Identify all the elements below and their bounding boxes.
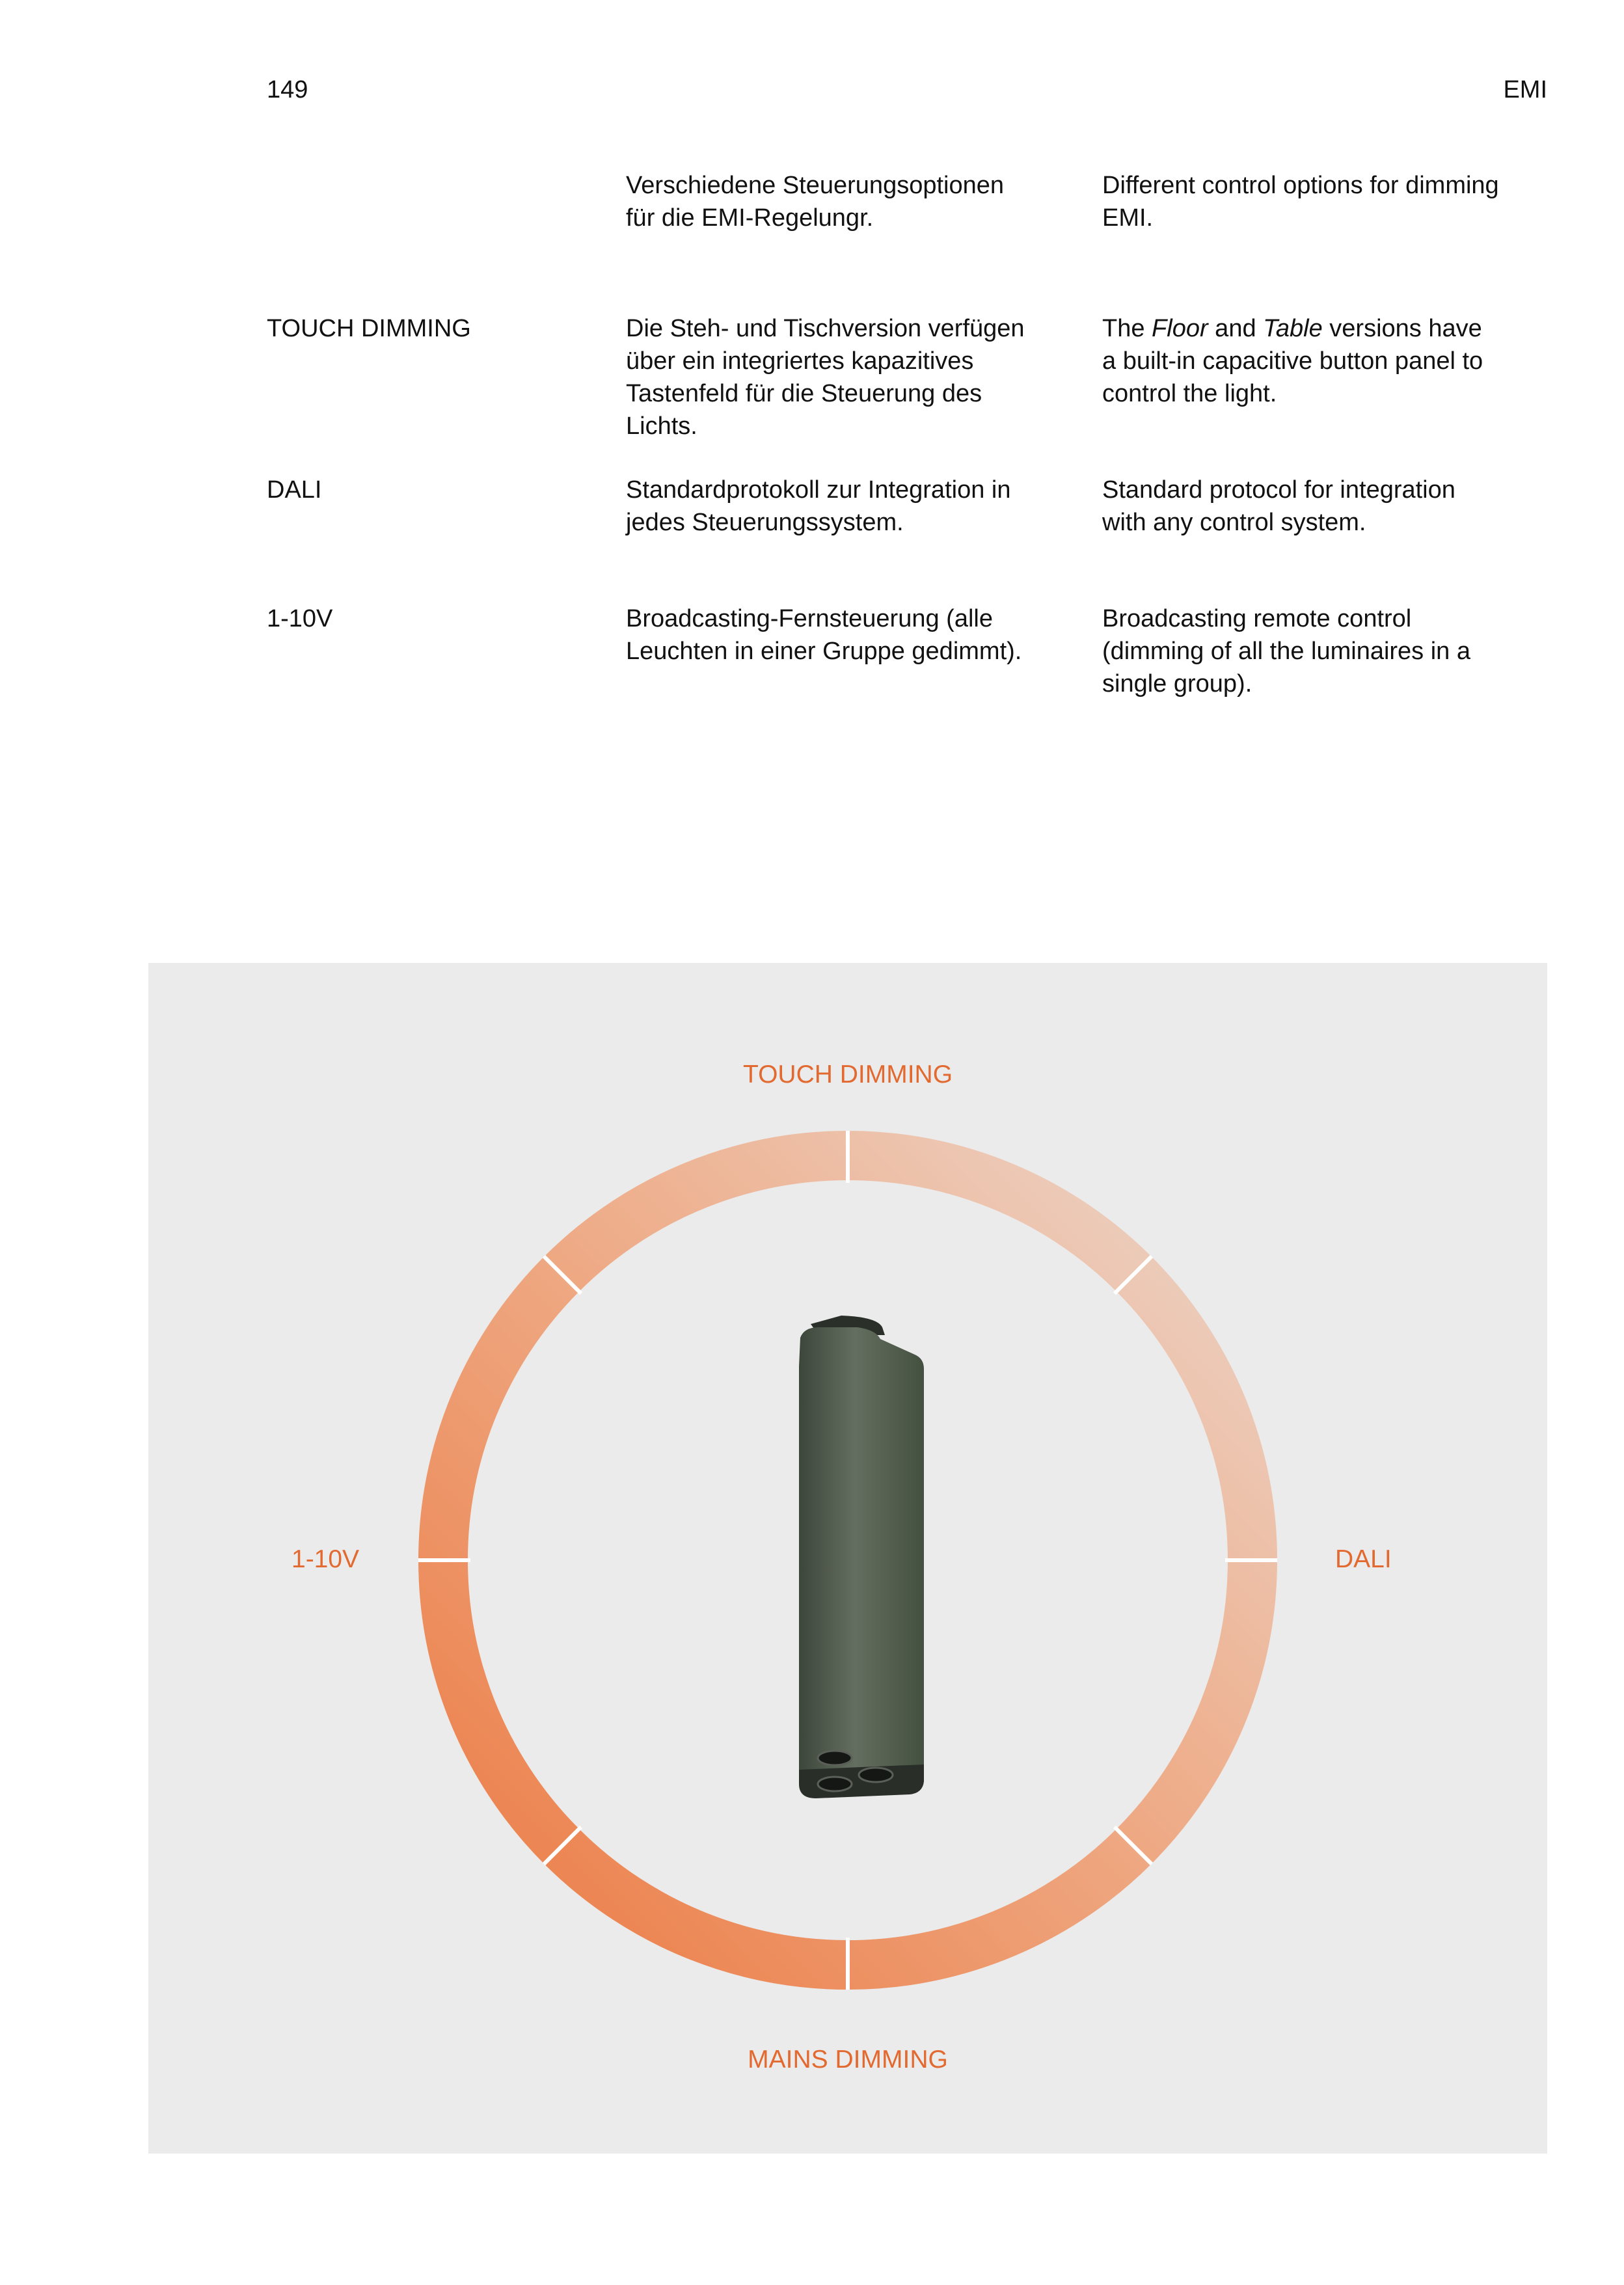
product-image <box>799 1316 924 1798</box>
control-options-diagram <box>148 963 1547 2154</box>
table-emphasis: Table <box>1263 315 1323 342</box>
intro-german: Verschiedene Steuerungsoptionen für die EMI-Regelungr. <box>626 172 1005 232</box>
intro-english: Different control options for dimming EMI. <box>1102 172 1499 232</box>
dali-english: Standard protocol for integration with any control system. <box>1102 476 1455 536</box>
touch-dimming-german: Die Steh- und Tischversion verfügen über ein integriertes kapazitives Tastenfeld für die Steuerung des Lichts. <box>626 315 1025 440</box>
mains-dimming-diagram-label: MAINS DIMMING <box>748 2046 948 2074</box>
one-ten-volt-label: 1-10V <box>267 605 333 632</box>
touch-dimming-diagram-label: TOUCH DIMMING <box>742 1061 953 1088</box>
one-ten-volt-german: Broadcasting-Fernsteuerung (alle Leuchten in einer Gruppe gedimmt). <box>626 605 1022 665</box>
product-name: EMI <box>1503 76 1547 103</box>
touch-dimming-english: The Floor and Table versions have a built-in capacitive button panel to control the light. <box>1102 315 1483 407</box>
touch-dimming-label: TOUCH DIMMING <box>267 315 471 342</box>
dali-label: DALI <box>267 476 322 504</box>
one-ten-volt-english: Broadcasting remote control (dimming of all the luminaires in a single group). <box>1102 605 1471 697</box>
floor-emphasis: Floor <box>1152 315 1208 342</box>
page-number: 149 <box>267 76 308 103</box>
dali-diagram-label: DALI <box>1335 1545 1392 1573</box>
one-ten-volt-diagram-label: 1-10V <box>291 1545 360 1573</box>
dali-german: Standardprotokoll zur Integration in jedes Steuerungssystem. <box>626 476 1011 536</box>
